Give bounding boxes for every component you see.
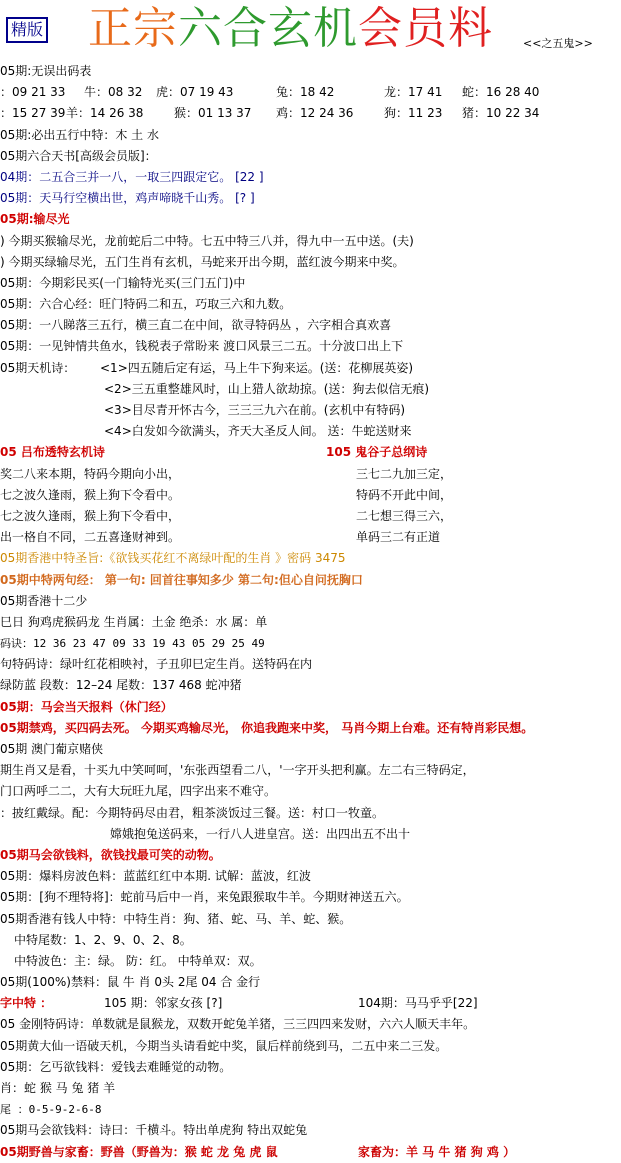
text-line bbox=[0, 548, 621, 569]
text-line bbox=[0, 781, 621, 802]
line-segment: <1>四五随后定有运，马上牛下狗来运。(送：花柳展英姿) bbox=[100, 360, 414, 375]
line-segment: 05 金刚特码诗：单数就是鼠猴龙，双数开蛇兔羊猪，三三四四来发财，六六人顺天丰年。 bbox=[0, 1017, 476, 1032]
line-segment: 码诀：12 36 23 47 09 33 19 43 05 29 25 49 bbox=[0, 637, 265, 651]
line-segment: 牛：08 32 bbox=[84, 85, 143, 100]
line-segment: 门口两呼二二，大有大玩旺九尾，四字出来不难守。 bbox=[0, 784, 277, 799]
line-segment: 鸡：12 24 36 bbox=[276, 106, 354, 121]
text-line bbox=[0, 993, 621, 1014]
line-segment: 猴：01 13 37 bbox=[174, 106, 252, 121]
line-segment: 05期黄大仙一语破天机，今期当头请看蛇中奖，鼠后样前绕到马，二五中来二三发。 bbox=[0, 1038, 448, 1053]
line-segment: 兔：18 42 bbox=[276, 85, 335, 100]
line-segment: 肖：蛇 猴 马 兔 猪 羊 bbox=[0, 1081, 116, 1095]
text-line bbox=[0, 231, 621, 252]
line-segment: 05期：今期彩民买(一门输特光买(三门五门)中 bbox=[0, 275, 246, 290]
text-line bbox=[0, 209, 621, 230]
text-line bbox=[0, 803, 621, 824]
line-segment: <3>目尽青开怀古今，三三三九六在前。(玄机中有特码) bbox=[104, 403, 406, 417]
text-line bbox=[0, 675, 621, 696]
line-segment: 单码三二有正道 bbox=[356, 530, 441, 545]
text-line bbox=[0, 1014, 621, 1035]
text-line bbox=[0, 633, 621, 654]
text-line bbox=[0, 421, 621, 442]
line-segment: 狗：11 23 bbox=[384, 106, 443, 121]
title-char: 合 bbox=[223, 3, 268, 54]
line-segment: 奖二八来本期，特码今期向小出， bbox=[0, 466, 181, 481]
line-segment: <4>白发如今欲满头，齐天大圣反人间。 送：牛蛇送财来 bbox=[104, 424, 412, 439]
line-segment: 龙：17 41 bbox=[384, 85, 443, 100]
line-segment: 05期禁鸡，买四码去死。 今期买鸡输尽光， 你追我跑来中奖， 马肖今期上台难。还有特肖彩民想。 bbox=[0, 720, 534, 735]
text-line bbox=[0, 570, 621, 591]
line-segment: 尾 ：0-5-9-2-6-8 bbox=[0, 1103, 102, 1117]
line-segment: 巳日 狗鸡虎猴码龙 生肖属：土金 绝杀：水 属：单 bbox=[0, 614, 268, 629]
text-line bbox=[0, 527, 621, 548]
line-segment: ：披红戴绿。配：今期特码尽由君，粗茶淡饭过三餐。送：村口一牧童。 bbox=[0, 805, 385, 820]
line-segment: 05期香港中特圣旨:《欲钱买花红不离绿叶配的生肖 》密码 3475 bbox=[0, 551, 346, 566]
line-segment: 05期：马会当天报料（休门经） bbox=[0, 699, 173, 714]
line-segment: 05期：爆料房波色料：蓝蓝红红中本期. 试解：蓝波，红波 bbox=[0, 869, 311, 884]
line-segment: ) 今期买绿输尽光，五门生肖有玄机，马蛇来开出今期，蓝红波今期来中奖。 bbox=[0, 254, 405, 269]
line-segment: 句特码诗：绿叶红花相映衬，子丑卯巳定生肖。送特码在内 bbox=[0, 657, 313, 672]
line-segment: 绿防蓝 段数：12–24 尾数：137 468 蛇冲猪 bbox=[0, 678, 242, 693]
line-segment: 05期：一见钟情共鱼水，钱税表子常盼来 渡口风景三二五。十分波口出上下 bbox=[0, 339, 404, 354]
line-segment: 104期：马马乎乎[22] bbox=[358, 996, 478, 1011]
line-segment: 字中特 ： bbox=[0, 996, 53, 1011]
text-line bbox=[0, 273, 621, 294]
line-segment: 羊：14 26 38 bbox=[66, 106, 144, 121]
line-segment: 05期：乞丐欲钱料：爱钱去难睡觉的动物。 bbox=[0, 1059, 232, 1074]
line-segment: 蛇：16 28 40 bbox=[462, 85, 540, 100]
line-segment: 05期：六合心经：旺门特码二和五，巧取三六和九数。 bbox=[0, 297, 292, 312]
line-segment: ) 今期买猴输尽光，龙前蛇后二中特。七五中特三八并，得九中一五中送。(夫) bbox=[0, 233, 414, 248]
text-line bbox=[0, 697, 621, 718]
line-segment: 05期(100%)禁料：鼠 牛 肖 0头 2尾 04 合 金行 bbox=[0, 975, 261, 990]
text-line bbox=[0, 1036, 621, 1057]
text-line bbox=[0, 400, 621, 421]
text-line bbox=[0, 1078, 621, 1099]
line-segment: 05期野兽与家畜：野兽（野兽为：猴 蛇 龙 兔 虎 鼠 bbox=[0, 1144, 278, 1159]
line-segment: 期生肖又是看，十买九中笑呵呵，'东张西望看二八，'一字开头把利赢。左二右三特码定， bbox=[0, 763, 475, 778]
text-line bbox=[0, 336, 621, 357]
line-segment: 出一格自不同，二五喜逢财神到。 bbox=[0, 530, 181, 545]
text-line bbox=[0, 146, 621, 167]
text-line bbox=[0, 294, 621, 315]
line-segment: 05期:输尽光 bbox=[0, 212, 70, 227]
line-segment: 二七想三得三六， bbox=[356, 508, 453, 523]
title-char: 员 bbox=[403, 3, 448, 54]
page-header bbox=[0, 0, 621, 60]
line-segment: 05期：[狗不理特将]：蛇前马后中一肖，来兔跟猴取牛羊。今期财神送五六。 bbox=[0, 890, 409, 905]
text-line bbox=[0, 718, 621, 739]
text-line bbox=[0, 739, 621, 760]
line-segment: 嫦娥抱兔送码来，一行八人进皇宫。送：出四出五不出十 bbox=[110, 826, 411, 841]
text-line bbox=[0, 591, 621, 612]
text-line bbox=[0, 972, 621, 993]
text-line bbox=[0, 1120, 621, 1141]
text-line bbox=[0, 951, 621, 972]
line-segment: 七之波久逢雨，猴上狗下令看中。 bbox=[0, 487, 181, 502]
line-segment: 105 期：邻家女孩 [?] bbox=[104, 996, 223, 1011]
line-segment: 中特尾数：1、2、9、0、2、8。 bbox=[14, 932, 192, 947]
line-segment: 七之波久逢雨，猴上狗下令看中， bbox=[0, 508, 181, 523]
line-segment: 05期：一八睇落三五行，横三直二在中间，欲寻特码丛 ，六字相合真欢喜 bbox=[0, 318, 392, 333]
line-segment: 特码不开此中间， bbox=[356, 487, 453, 502]
text-line bbox=[0, 103, 621, 124]
title-char: 玄 bbox=[268, 3, 313, 54]
line-segment: 05 吕布透特玄机诗 bbox=[0, 445, 105, 460]
line-segment: 05期香港有钱人中特：中特生肖：狗、猪、蛇、马、羊、蛇、猴。 bbox=[0, 911, 352, 926]
text-line bbox=[0, 61, 621, 82]
text-line bbox=[0, 442, 621, 463]
line-segment: 05期：天马行空横出世，鸡声啼晓千山秀。 [? ] bbox=[0, 191, 255, 206]
text-line bbox=[0, 125, 621, 146]
line-segment: <2>三五重整雄风时，山上猎人欲劫掠。(送：狗去似信无痕) bbox=[104, 381, 430, 396]
text-line bbox=[0, 1057, 621, 1078]
page-title bbox=[88, 4, 493, 54]
line-segment: 05期香港十二少 bbox=[0, 593, 88, 608]
line-segment: 05期:必出五行中特：木 土 水 bbox=[0, 127, 159, 142]
text-line bbox=[0, 82, 621, 103]
text-line bbox=[0, 1099, 621, 1120]
line-segment: 05期中特两句经： 第一句: 回首往事知多少 第二句:但心自问抚胸口 bbox=[0, 572, 363, 587]
text-line bbox=[0, 188, 621, 209]
line-segment: 中特波色：主：绿。 防：红。 中特单双：双。 bbox=[14, 953, 262, 968]
title-char: 正 bbox=[88, 3, 133, 54]
text-line bbox=[0, 485, 621, 506]
title-char: 六 bbox=[178, 3, 223, 54]
text-line bbox=[0, 760, 621, 781]
text-line bbox=[0, 612, 621, 633]
line-segment: ：09 21 33 bbox=[0, 85, 66, 100]
text-line bbox=[0, 845, 621, 866]
line-segment: 05期天机诗： bbox=[0, 360, 76, 375]
text-line bbox=[0, 824, 621, 845]
line-segment: 虎：07 19 43 bbox=[156, 85, 234, 100]
line-segment: ：15 27 39 bbox=[0, 106, 66, 121]
line-segment: 家畜为：羊 马 牛 猪 狗 鸡 ） bbox=[358, 1144, 516, 1159]
author-tag: <<之五鬼>> bbox=[523, 37, 593, 50]
text-line bbox=[0, 930, 621, 951]
line-segment: 猪：10 22 34 bbox=[462, 106, 540, 121]
title-char: 会 bbox=[358, 3, 403, 54]
text-line bbox=[0, 909, 621, 930]
text-line bbox=[0, 866, 621, 887]
line-segment: 05期马会欲钱料：诗曰：千横斗。特出单虎狗 特出双蛇兔 bbox=[0, 1123, 308, 1138]
text-line bbox=[0, 654, 621, 675]
text-line bbox=[0, 252, 621, 273]
text-line bbox=[0, 506, 621, 527]
text-line bbox=[0, 887, 621, 908]
line-segment: 05期六合天书[高级会员版]： bbox=[0, 148, 157, 163]
line-segment: 04期：二五合三并一八，一取三四跟定它。 [22 ] bbox=[0, 169, 264, 184]
title-char: 机 bbox=[313, 3, 358, 54]
line-segment: 05期马会欲钱料，欲钱找最可笑的动物。 bbox=[0, 847, 221, 862]
text-line bbox=[0, 167, 621, 188]
line-segment: 05期:无误出码表 bbox=[0, 64, 92, 78]
content-list bbox=[0, 61, 621, 1163]
edition-badge: 精版 bbox=[6, 17, 48, 43]
text-line bbox=[0, 358, 621, 379]
text-line bbox=[0, 379, 621, 400]
text-line bbox=[0, 1142, 621, 1163]
text-line bbox=[0, 464, 621, 485]
text-line bbox=[0, 315, 621, 336]
line-segment: 05期 澳门葡京赌侠 bbox=[0, 742, 104, 756]
title-char: 宗 bbox=[133, 3, 178, 54]
title-char: 料 bbox=[448, 3, 493, 54]
line-segment: 三七二九加三定， bbox=[356, 466, 453, 481]
line-segment: 105 鬼谷子总纲诗 bbox=[326, 445, 428, 460]
